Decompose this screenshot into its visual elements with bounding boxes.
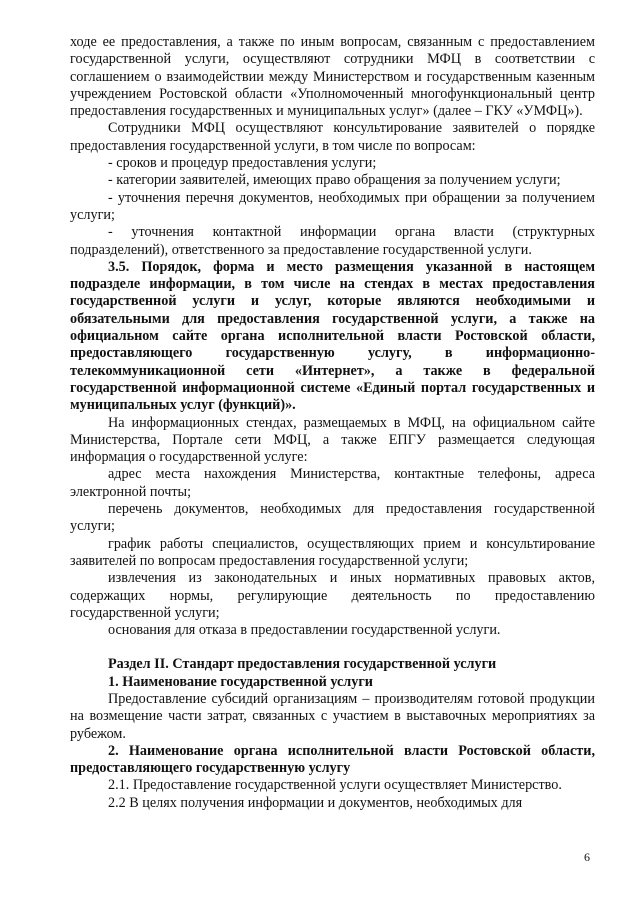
list-item-extracts: извлечения из законодательных и иных нормативных правовых актов, содержащих нормы, регулирующие деятельность по предоставлению государственной услуги; [70, 570, 595, 621]
list-item-deadlines: - сроков и процедур предоставления услуги; [108, 155, 377, 172]
section-heading-part-2: Раздел II. Стандарт предоставления государственной услуги [108, 656, 497, 673]
list-item-document-list: - уточнения перечня документов, необходимых при обращении за получением услуги; [70, 189, 595, 223]
subsection-heading-1: 1. Наименование государственной услуги [108, 673, 373, 690]
paragraph-info-stands: На информационных стендах, размещаемых в МФЦ, на официальном сайте Министерства, Портале сети МФЦ, а также ЕПГУ размещается следующая информация о государственной услуге: [70, 414, 595, 466]
document-page [70, 34, 595, 812]
list-item-address: адрес места нахождения Министерства, контактные телефоны, адреса электронной почты; [70, 466, 595, 500]
paragraph-2-2: 2.2 В целях получения информации и документов, необходимых для [108, 794, 523, 811]
paragraph-consultation-intro: Сотрудники МФЦ осуществляют консультирование заявителей о порядке предоставления государственной услуги, в том числе по вопросам: [70, 120, 595, 154]
paragraph-2-1: 2.1. Предоставление государственной услуги осуществляет Министерство. [108, 777, 562, 794]
paragraph-mfc-consultation-continued: ходе ее предоставления, а также по иным вопросам, связанным с предоставлением государственной услуги, осуществляют сотрудники МФЦ в соответствии с соглашением о взаимодействии между Министерством и государственным казенным учреждением Ростовской области «Уполномоченный многофункциональный центр предоставления государственных и муниципальных услуг» (далее – ГКУ «УМФЦ»). [70, 34, 595, 120]
list-item-documents: перечень документов, необходимых для предоставления государственной услуги; [70, 501, 595, 535]
list-item-schedule: график работы специалистов, осуществляющих прием и консультирование заявителей по вопросам предоставления государственной услуги; [70, 535, 595, 569]
page-number: 6 [584, 850, 590, 864]
list-item-contact-info: - уточнения контактной информации органа власти (структурных подразделений), ответственного за предоставление государственной услуги. [70, 224, 595, 258]
list-item-refusal-grounds: основания для отказа в предоставлении государственной услуги. [108, 622, 501, 639]
section-heading-3-5: 3.5. Порядок, форма и место размещения указанной в настоящем подразделе информации, в том числе на стендах в местах предоставления государственной услуги и услуг, которые являются необходимыми и обязательными для предоставления государственной услуги, а также на официальном сайте органа исполнительной власти Ростовской области, предоставляющего государственную услугу, в информационно-телекоммуникационной сети «Интернет», а также в федеральной государственной информационной системе «Единый портал государственных и муниципальных услуг (функций)». [70, 258, 595, 414]
paragraph-service-name: Предоставление субсидий организациям – производителям готовой продукции на возмещение части затрат, связанных с участием в выставочных мероприятиях за рубежом. [70, 690, 595, 742]
subsection-heading-2: 2. Наименование органа исполнительной власти Ростовской области, предоставляющего государственную услугу [70, 742, 595, 777]
list-item-applicant-categories: - категории заявителей, имеющих право обращения за получением услуги; [108, 172, 561, 189]
